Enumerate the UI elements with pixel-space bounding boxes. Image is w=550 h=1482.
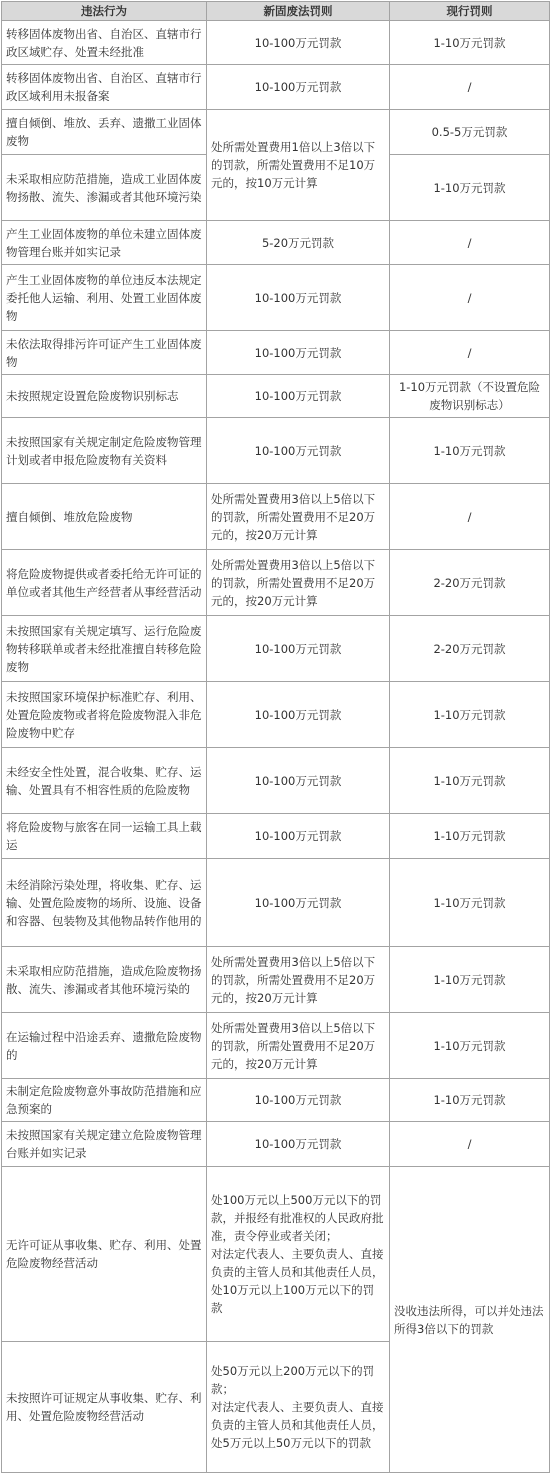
table-row — [2, 221, 550, 265]
violation-cell: 擅自倾倒、堆放危险废物 — [2, 484, 207, 550]
violation-cell: 将危险废物与旅客在同一运输工具上载运 — [2, 814, 207, 859]
header-new-law-penalty: 新固废法罚则 — [207, 2, 390, 21]
current-penalty-cell: 1-10万元罚款 — [390, 155, 550, 221]
violation-cell: 未按照国家有关规定建立危险废物管理台账并如实记录 — [2, 1122, 207, 1167]
table-row — [2, 947, 550, 1013]
current-penalty-cell: / — [390, 265, 550, 331]
table-row — [2, 265, 550, 331]
table-row — [2, 682, 550, 748]
table-header-row — [2, 2, 550, 21]
current-penalty-cell: 2-20万元罚款 — [390, 616, 550, 682]
table-row — [2, 1079, 550, 1122]
new-penalty-cell: 10-100万元罚款 — [207, 65, 390, 110]
violation-cell: 产生工业固体废物的单位未建立固体废物管理台账并如实记录 — [2, 221, 207, 265]
table-row — [2, 616, 550, 682]
violation-cell: 未经消除污染处理，将收集、贮存、运输、处置危险废物的场所、设施、设备和容器、包装物及其他物品转作他用的 — [2, 859, 207, 947]
current-penalty-cell: 1-10万元罚款（不设置危险废物识别标志） — [390, 375, 550, 418]
table-row — [2, 550, 550, 616]
violation-cell: 擅自倾倒、堆放、丢弃、遗撒工业固体废物 — [2, 110, 207, 155]
violation-cell: 未按照国家环境保护标准贮存、利用、处置危险废物或者将危险废物混入非危险废物中贮存 — [2, 682, 207, 748]
new-penalty-cell: 10-100万元罚款 — [207, 1079, 390, 1122]
table-row — [2, 65, 550, 110]
current-penalty-cell: 1-10万元罚款 — [390, 859, 550, 947]
new-penalty-cell: 10-100万元罚款 — [207, 331, 390, 375]
new-penalty-cell: 10-100万元罚款 — [207, 375, 390, 418]
new-penalty-cell: 处所需处置费用3倍以上5倍以下的罚款，所需处置费用不足20万元的，按20万元计算 — [207, 484, 390, 550]
current-penalty-cell: 1-10万元罚款 — [390, 682, 550, 748]
violation-cell: 未按照许可证规定从事收集、贮存、利用、处置危险废物经营活动 — [2, 1342, 207, 1473]
table-row — [2, 1013, 550, 1079]
new-penalty-cell: 10-100万元罚款 — [207, 265, 390, 331]
violation-cell: 未按照规定设置危险废物识别标志 — [2, 375, 207, 418]
new-penalty-cell: 10-100万元罚款 — [207, 814, 390, 859]
new-penalty-cell: 5-20万元罚款 — [207, 221, 390, 265]
current-penalty-cell: / — [390, 221, 550, 265]
current-penalty-cell: 1-10万元罚款 — [390, 1079, 550, 1122]
table-row — [2, 418, 550, 484]
violation-cell: 未按照国家有关规定填写、运行危险废物转移联单或者未经批准擅自转移危险废物 — [2, 616, 207, 682]
violation-cell: 将危险废物提供或者委托给无许可证的单位或者其他生产经营者从事经营活动 — [2, 550, 207, 616]
violation-cell: 在运输过程中沿途丢弃、遗撒危险废物的 — [2, 1013, 207, 1079]
violation-cell: 产生工业固体废物的单位违反本法规定委托他人运输、利用、处置工业固体废物 — [2, 265, 207, 331]
table-row — [2, 1122, 550, 1167]
table-row — [2, 748, 550, 814]
table-row — [2, 110, 550, 155]
current-penalty-cell: 1-10万元罚款 — [390, 947, 550, 1013]
current-penalty-cell: 1-10万元罚款 — [390, 814, 550, 859]
new-penalty-cell: 处所需处置费用3倍以上5倍以下的罚款，所需处置费用不足20万元的，按20万元计算 — [207, 550, 390, 616]
violation-cell: 未采取相应防范措施，造成危险废物扬散、流失、渗漏或者其他环境污染的 — [2, 947, 207, 1013]
current-penalty-cell: / — [390, 484, 550, 550]
new-penalty-cell: 10-100万元罚款 — [207, 418, 390, 484]
violation-cell: 未按照国家有关规定制定危险废物管理计划或者申报危险废物有关资料 — [2, 418, 207, 484]
table-row — [2, 21, 550, 65]
new-penalty-cell: 处所需处置费用1倍以上3倍以下的罚款，所需处置费用不足10万元的，按10万元计算 — [207, 110, 390, 221]
new-penalty-cell: 10-100万元罚款 — [207, 616, 390, 682]
new-penalty-cell: 10-100万元罚款 — [207, 21, 390, 65]
new-penalty-cell: 10-100万元罚款 — [207, 682, 390, 748]
new-penalty-cell: 10-100万元罚款 — [207, 859, 390, 947]
penalty-comparison-table — [1, 1, 550, 1473]
table-row — [2, 331, 550, 375]
violation-cell: 未依法取得排污许可证产生工业固体废物 — [2, 331, 207, 375]
new-penalty-cell: 处所需处置费用3倍以上5倍以下的罚款，所需处置费用不足20万元的，按20万元计算 — [207, 947, 390, 1013]
new-penalty-cell: 10-100万元罚款 — [207, 1122, 390, 1167]
table-row — [2, 375, 550, 418]
table-row — [2, 484, 550, 550]
violation-cell: 未采取相应防范措施，造成工业固体废物扬散、流失、渗漏或者其他环境污染 — [2, 155, 207, 221]
new-penalty-cell: 10-100万元罚款 — [207, 748, 390, 814]
current-penalty-cell: 1-10万元罚款 — [390, 418, 550, 484]
violation-cell: 未经安全性处置，混合收集、贮存、运输、处置具有不相容性质的危险废物 — [2, 748, 207, 814]
current-penalty-cell: 没收违法所得，可以并处违法所得3倍以下的罚款 — [390, 1167, 550, 1473]
current-penalty-cell: 1-10万元罚款 — [390, 1013, 550, 1079]
table-row — [2, 859, 550, 947]
new-penalty-cell: 处50万元以上200万元以下的罚款； 对法定代表人、主要负责人、直接负责的主管人员和其他责任人员，处5万元以上50万元以下的罚款 — [207, 1342, 390, 1473]
current-penalty-cell: / — [390, 65, 550, 110]
table-row — [2, 814, 550, 859]
header-violation: 违法行为 — [2, 2, 207, 21]
current-penalty-cell: / — [390, 331, 550, 375]
violation-cell: 转移固体废物出省、自治区、直辖市行政区域贮存、处置未经批准 — [2, 21, 207, 65]
violation-cell: 无许可证从事收集、贮存、利用、处置危险废物经营活动 — [2, 1167, 207, 1342]
table-row — [2, 1167, 550, 1342]
current-penalty-cell: / — [390, 1122, 550, 1167]
current-penalty-cell: 1-10万元罚款 — [390, 21, 550, 65]
current-penalty-cell: 2-20万元罚款 — [390, 550, 550, 616]
current-penalty-cell: 0.5-5万元罚款 — [390, 110, 550, 155]
new-penalty-cell: 处100万元以上500万元以下的罚款，并报经有批准权的人民政府批准，责令停业或者关闭； 对法定代表人、主要负责人、直接负责的主管人员和其他责任人员，处10万元以上100万元以下的罚款 — [207, 1167, 390, 1342]
header-current-penalty: 现行罚则 — [390, 2, 550, 21]
new-penalty-cell: 处所需处置费用3倍以上5倍以下的罚款，所需处置费用不足20万元的，按20万元计算 — [207, 1013, 390, 1079]
violation-cell: 转移固体废物出省、自治区、直辖市行政区域利用未报备案 — [2, 65, 207, 110]
current-penalty-cell: 1-10万元罚款 — [390, 748, 550, 814]
violation-cell: 未制定危险废物意外事故防范措施和应急预案的 — [2, 1079, 207, 1122]
